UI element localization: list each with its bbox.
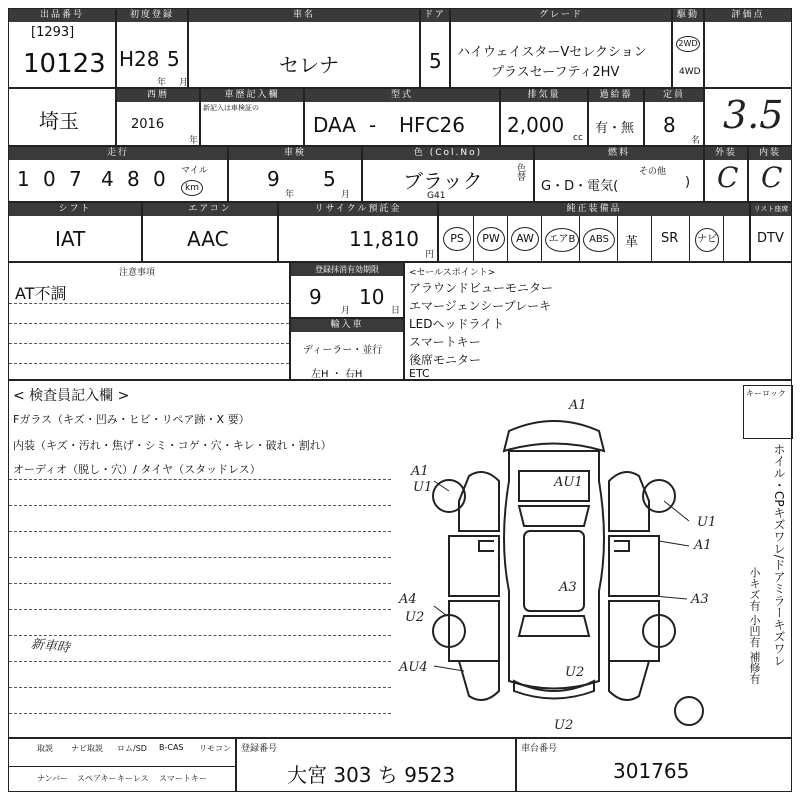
exterior-cell <box>704 146 748 202</box>
mark-a1-right: A1 <box>694 538 712 553</box>
inspector-handnote: 新車時 <box>30 636 71 656</box>
lot-sub: [1293] <box>31 25 75 40</box>
mark-a3-right: A3 <box>691 592 709 607</box>
mileage-unit-top: マイル <box>181 166 208 176</box>
reg-due-unit-month: 月 <box>341 306 351 316</box>
year-western-label: 西暦 <box>117 89 199 102</box>
grade-line1: ハイウェイスターVセレクション <box>457 45 647 60</box>
displacement-label: 排気量 <box>501 89 587 102</box>
sales-point-2: エマージェンシーブレーキ <box>409 299 552 313</box>
color-change-label: 色替 <box>515 163 525 181</box>
model-type-label: 型式 <box>305 89 499 102</box>
color-code: G41 <box>427 191 446 201</box>
check-8: キーレス <box>117 774 149 783</box>
import-label: 輸入車 <box>291 319 403 332</box>
mark-a1-left: A1 <box>411 464 429 479</box>
mark-u1-left: U1 <box>413 480 433 495</box>
sales-point-5: 後席モニター <box>409 353 482 367</box>
shift-value: IAT <box>55 227 86 251</box>
checks-cell <box>8 738 236 792</box>
aircon-label: エアコン <box>143 203 277 216</box>
caution-value: AT不調 <box>15 284 67 303</box>
equip-aw: AW <box>511 227 539 251</box>
sales-points-label: <セールスポイント> <box>409 268 496 278</box>
interior-value: C <box>761 161 783 194</box>
mark-a4: A4 <box>399 592 417 607</box>
check-6: ナンバー <box>37 774 69 783</box>
reg-due-cell <box>290 262 404 318</box>
model-type-prefix: DAA <box>313 113 356 137</box>
shift-cell <box>8 202 142 262</box>
inspector-area <box>8 380 792 738</box>
capacity-cell <box>644 88 704 146</box>
turbo-cell <box>588 88 644 146</box>
record-note-label: 車歴記入欄 <box>201 89 303 102</box>
equip-sunroof: SR <box>661 231 679 246</box>
first-reg-unit-month: 月 <box>179 78 189 88</box>
model-type-code: HFC26 <box>399 113 465 137</box>
mileage-label: 走行 <box>9 147 227 160</box>
import-handle: 左H ・ 右H <box>311 369 363 380</box>
year-western-cell <box>116 88 200 146</box>
chassis-value: 301765 <box>613 759 690 783</box>
equip-abs: ABS <box>583 227 615 252</box>
equip-ps: PS <box>443 227 471 251</box>
region-cell <box>8 88 116 146</box>
exterior-value: C <box>717 161 739 194</box>
equip-pw: PW <box>477 227 505 251</box>
check-5: リモコン <box>199 744 231 753</box>
reg-due-label: 登録抹消有効期限 <box>291 263 403 276</box>
model-type-dash: - <box>369 113 377 137</box>
inspection-label: 車検 <box>229 147 361 160</box>
fuel-label: 燃料 <box>535 147 703 160</box>
capacity-value: 8 <box>663 113 676 137</box>
capacity-label: 定員 <box>645 89 703 102</box>
grade-cell <box>450 8 672 88</box>
plate-cell <box>236 738 516 792</box>
mileage-digit-3: 7 <box>69 167 82 191</box>
first-reg-unit-year: 年 <box>157 78 167 88</box>
check-9: スマートキー <box>159 774 207 783</box>
inspection-month: 5 <box>323 167 336 191</box>
sales-point-6: ETC <box>409 367 430 380</box>
sales-point-4: スマートキー <box>409 335 481 349</box>
chassis-cell <box>516 738 792 792</box>
inspection-cell <box>228 146 362 202</box>
car-name-value: セレナ <box>279 53 339 77</box>
car-name-cell <box>188 8 420 88</box>
mark-u2-bottom: U2 <box>554 718 574 733</box>
equip-airbag: エアB <box>545 227 579 252</box>
recycle-cell <box>278 202 438 262</box>
equip-dtv: DTV <box>757 231 784 246</box>
color-label: 色 (Col.No) <box>363 147 533 160</box>
drive-label: 駆動 <box>673 9 703 22</box>
dtv-cell <box>750 202 792 262</box>
color-value: ブラック <box>403 169 483 193</box>
aircon-value: AAC <box>187 227 229 251</box>
equipment-label: 純正装備品 <box>439 203 749 216</box>
reg-due-unit-day: 日 <box>391 306 401 316</box>
mark-a1-top: A1 <box>569 398 587 413</box>
doors-value: 5 <box>429 49 442 73</box>
capacity-unit: 名 <box>691 136 701 146</box>
inspector-label: < 検査員記入欄 > <box>13 388 130 404</box>
first-reg-label: 初度登録 <box>117 9 187 22</box>
inspector-line1: Fガラス（キズ・凹み・ヒビ・リペア跡・X 要） <box>13 413 250 426</box>
side-note-2: 小キズ有 小凹有 補修有 <box>748 567 761 684</box>
mileage-digit-6: 0 <box>153 167 166 191</box>
color-cell <box>362 146 534 202</box>
lot-label: 出品番号 <box>9 9 115 22</box>
mark-u1-right: U1 <box>697 515 717 530</box>
inspector-line2: 内装（キズ・汚れ・焦げ・シミ・コゲ・穴・キレ・破れ・割れ） <box>13 439 332 452</box>
mileage-cell <box>8 146 228 202</box>
first-reg-cell <box>116 8 188 88</box>
record-note-sub: 新記入は車検証の <box>203 104 259 112</box>
check-2: ナビ取説 <box>71 744 103 753</box>
displacement-cell <box>500 88 588 146</box>
lot-cell <box>8 8 116 88</box>
seating-label: リスト座席 <box>751 203 791 216</box>
shift-label: シフト <box>9 203 141 216</box>
mark-u2-left: U2 <box>405 610 425 625</box>
fuel-options: G・D・電気( <box>541 179 619 194</box>
interior-cell <box>748 146 792 202</box>
drive-value: 4WD <box>679 67 701 77</box>
exterior-label: 外装 <box>705 147 747 160</box>
fuel-other-label: その他 <box>639 167 667 177</box>
score-value: 3.5 <box>723 93 784 137</box>
check-1: 取説 <box>37 744 53 753</box>
recycle-unit: 円 <box>425 250 435 260</box>
sales-points-cell <box>404 262 792 380</box>
check-4: B-CAS <box>159 743 184 752</box>
drive-cell <box>672 8 704 88</box>
mileage-digit-1: 1 <box>17 167 30 191</box>
first-reg-month: 5 <box>167 47 180 71</box>
drive-badge: 2WD <box>676 31 700 52</box>
year-western-unit: 年 <box>189 136 199 146</box>
reg-due-day: 10 <box>359 285 385 309</box>
equipment-cell <box>438 202 750 262</box>
region-value: 埼玉 <box>39 109 79 133</box>
lot-number: 10123 <box>23 49 106 79</box>
turbo-label: 過給器 <box>589 89 643 102</box>
model-type-cell <box>304 88 500 146</box>
grade-label: グレード <box>451 9 671 22</box>
year-western-value: 2016 <box>131 117 165 132</box>
fuel-close: ) <box>685 175 691 190</box>
fuel-cell <box>534 146 704 202</box>
caution-cell <box>8 262 290 380</box>
aircon-cell <box>142 202 278 262</box>
sales-point-3: LEDヘッドライト <box>409 317 505 331</box>
keylock-label: キーロック <box>746 389 786 398</box>
score-hand-cell <box>704 88 792 146</box>
recycle-value: 11,810 <box>349 227 419 251</box>
displacement-unit: cc <box>573 133 583 143</box>
mark-au4: AU4 <box>399 660 428 675</box>
score-label: 評価点 <box>705 9 791 22</box>
car-name-label: 車名 <box>189 9 419 22</box>
grade-line2: プラスセーフティ2HV <box>491 65 620 80</box>
equip-leather: 革 <box>625 235 639 250</box>
mileage-unit-km: km <box>181 175 203 196</box>
plate-value: 大宮 303 ち 9523 <box>287 763 456 787</box>
interior-label: 内装 <box>749 147 791 160</box>
inspection-unit-month: 月 <box>341 190 351 200</box>
check-7: スペアキー <box>77 774 117 783</box>
equip-navi: ナビ <box>695 227 719 252</box>
mark-au1: AU1 <box>554 475 583 490</box>
turbo-value: 有・無 <box>595 121 635 136</box>
inspection-year: 9 <box>267 167 280 191</box>
score-cell <box>704 8 792 88</box>
inspection-unit-year: 年 <box>285 190 295 200</box>
doors-cell <box>420 8 450 88</box>
record-note-cell <box>200 88 304 146</box>
reg-due-month: 9 <box>309 285 322 309</box>
inspector-line3: オーディオ（脱し・穴）/ タイヤ（スタッドレス） <box>13 463 261 476</box>
displacement-value: 2,000 <box>507 113 565 137</box>
plate-label: 登録番号 <box>241 744 278 754</box>
first-reg-era: H28 <box>119 47 160 71</box>
mark-a3-roof: A3 <box>559 580 577 595</box>
doors-label: ドア <box>421 9 449 22</box>
mileage-digit-2: 0 <box>43 167 56 191</box>
caution-label: 注意事項 <box>119 268 156 278</box>
mileage-digit-4: 4 <box>101 167 114 191</box>
keylock-box <box>743 385 793 439</box>
import-value: ディーラー・並行 <box>303 345 383 356</box>
import-cell <box>290 318 404 380</box>
car-diagram <box>389 391 719 736</box>
side-note-1: ホイル・CPキズワレ/ドアミラーキズワレ <box>772 443 786 667</box>
recycle-label: リサイクル預託金 <box>279 203 437 216</box>
check-3: ロム/SD <box>117 744 147 753</box>
mileage-digit-5: 8 <box>127 167 140 191</box>
sales-point-1: アラウンドビューモニター <box>409 281 554 295</box>
chassis-label: 車台番号 <box>521 744 558 754</box>
mark-u2-rear: U2 <box>565 665 585 680</box>
